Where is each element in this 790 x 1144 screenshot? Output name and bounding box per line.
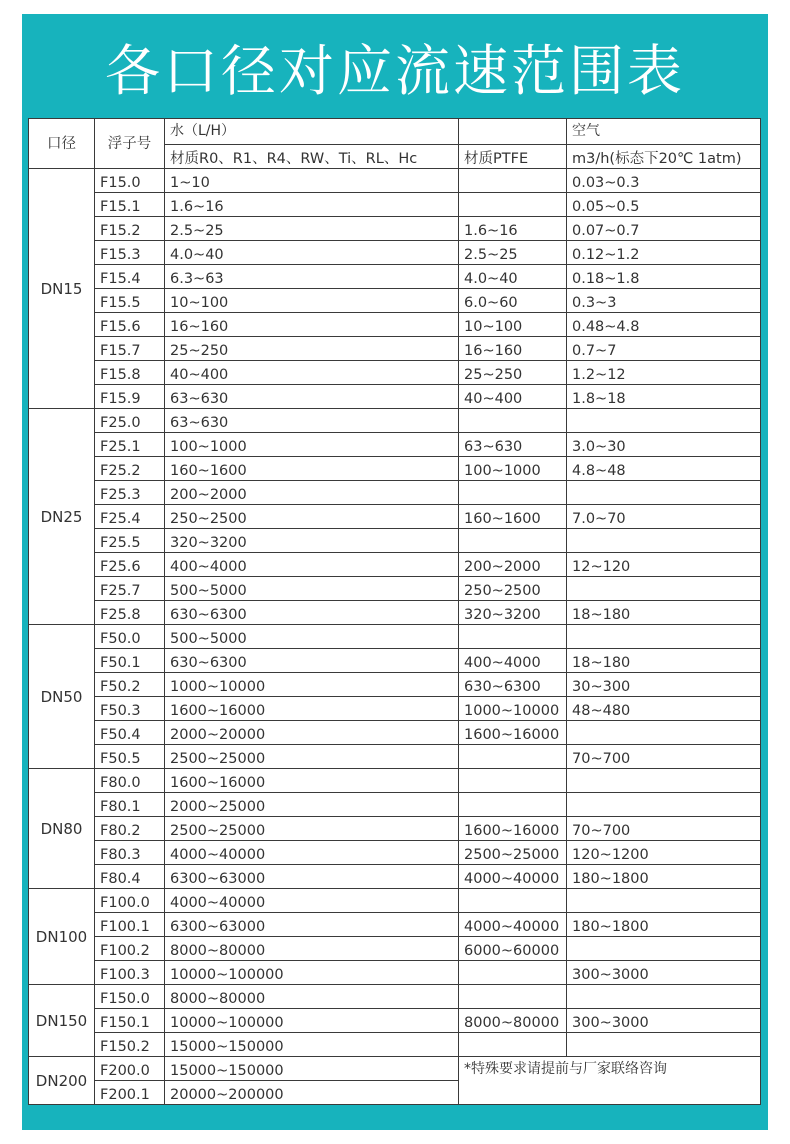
water-cell: 1000~10000 [165, 673, 459, 697]
water-cell: 20000~200000 [165, 1081, 459, 1105]
water-cell: 200~2000 [165, 481, 459, 505]
table-row [29, 1033, 761, 1057]
table-row [29, 265, 761, 289]
table-row [29, 217, 761, 241]
float-cell: F80.1 [95, 793, 165, 817]
float-cell: F100.2 [95, 937, 165, 961]
table-row [29, 649, 761, 673]
water-cell: 2500~25000 [165, 745, 459, 769]
air-cell: 18~180 [567, 649, 761, 673]
table-row [29, 481, 761, 505]
float-cell: F25.7 [95, 577, 165, 601]
air-cell [567, 1033, 761, 1057]
water-cell: 8000~80000 [165, 937, 459, 961]
water-cell: 10~100 [165, 289, 459, 313]
float-cell: F25.0 [95, 409, 165, 433]
table-row [29, 169, 761, 193]
float-cell: F80.2 [95, 817, 165, 841]
ptfe-cell [459, 793, 567, 817]
water-cell: 400~4000 [165, 553, 459, 577]
water-cell: 4.0~40 [165, 241, 459, 265]
air-cell [567, 721, 761, 745]
table-row [29, 1009, 761, 1033]
table-row [29, 601, 761, 625]
water-cell: 500~5000 [165, 577, 459, 601]
water-cell: 630~6300 [165, 601, 459, 625]
float-cell: F25.3 [95, 481, 165, 505]
air-cell: 300~3000 [567, 961, 761, 985]
ptfe-cell: 6000~60000 [459, 937, 567, 961]
ptfe-cell: 4000~40000 [459, 913, 567, 937]
water-cell: 2000~25000 [165, 793, 459, 817]
water-cell: 160~1600 [165, 457, 459, 481]
ptfe-cell: 63~630 [459, 433, 567, 457]
ptfe-cell [459, 769, 567, 793]
ptfe-cell: 40~400 [459, 385, 567, 409]
table-row [29, 433, 761, 457]
ptfe-cell: 10~100 [459, 313, 567, 337]
water-cell: 15000~150000 [165, 1033, 459, 1057]
header-air: 空气 [567, 119, 761, 145]
air-cell [567, 937, 761, 961]
air-cell: 300~3000 [567, 1009, 761, 1033]
water-cell: 320~3200 [165, 529, 459, 553]
air-cell [567, 625, 761, 649]
table-row [29, 529, 761, 553]
air-cell: 120~1200 [567, 841, 761, 865]
water-cell: 500~5000 [165, 625, 459, 649]
table-frame [22, 14, 768, 1130]
ptfe-cell: 2500~25000 [459, 841, 567, 865]
table-row [29, 769, 761, 793]
float-cell: F15.3 [95, 241, 165, 265]
ptfe-cell: 320~3200 [459, 601, 567, 625]
water-cell: 25~250 [165, 337, 459, 361]
float-cell: F150.2 [95, 1033, 165, 1057]
header-water: 水（L/H） [165, 119, 459, 145]
ptfe-cell [459, 889, 567, 913]
float-cell: F50.4 [95, 721, 165, 745]
float-cell: F100.3 [95, 961, 165, 985]
air-cell: 48~480 [567, 697, 761, 721]
float-cell: F15.5 [95, 289, 165, 313]
float-cell: F15.6 [95, 313, 165, 337]
float-cell: F100.1 [95, 913, 165, 937]
air-cell [567, 793, 761, 817]
water-cell: 4000~40000 [165, 841, 459, 865]
table-row [29, 889, 761, 913]
bore-cell: DN25 [29, 409, 95, 625]
water-cell: 630~6300 [165, 649, 459, 673]
ptfe-cell [459, 625, 567, 649]
ptfe-cell: 1600~16000 [459, 817, 567, 841]
float-cell: F15.9 [95, 385, 165, 409]
float-cell: F150.0 [95, 985, 165, 1009]
ptfe-cell [459, 409, 567, 433]
table-row [29, 457, 761, 481]
header-bore: 口径 [29, 119, 95, 169]
water-cell: 2500~25000 [165, 817, 459, 841]
header-float: 浮子号 [95, 119, 165, 169]
float-cell: F200.0 [95, 1057, 165, 1081]
air-cell: 180~1800 [567, 913, 761, 937]
float-cell: F15.0 [95, 169, 165, 193]
water-cell: 6.3~63 [165, 265, 459, 289]
air-cell: 70~700 [567, 817, 761, 841]
table-row [29, 289, 761, 313]
float-cell: F15.7 [95, 337, 165, 361]
table-row [29, 745, 761, 769]
water-cell: 100~1000 [165, 433, 459, 457]
float-cell: F150.1 [95, 1009, 165, 1033]
water-cell: 10000~100000 [165, 1009, 459, 1033]
float-cell: F50.5 [95, 745, 165, 769]
air-cell: 0.3~3 [567, 289, 761, 313]
air-cell: 0.07~0.7 [567, 217, 761, 241]
table-row [29, 913, 761, 937]
table-row [29, 313, 761, 337]
water-cell: 1600~16000 [165, 697, 459, 721]
air-cell: 0.03~0.3 [567, 169, 761, 193]
float-cell: F25.5 [95, 529, 165, 553]
float-cell: F100.0 [95, 889, 165, 913]
ptfe-cell: 400~4000 [459, 649, 567, 673]
water-cell: 4000~40000 [165, 889, 459, 913]
air-cell: 3.0~30 [567, 433, 761, 457]
bore-cell: DN80 [29, 769, 95, 889]
air-cell: 0.12~1.2 [567, 241, 761, 265]
float-cell: F15.8 [95, 361, 165, 385]
header-row [29, 119, 761, 145]
air-cell [567, 577, 761, 601]
page-title: 各口径对应流速范围表 [104, 38, 685, 103]
water-cell: 2000~20000 [165, 721, 459, 745]
float-cell: F50.0 [95, 625, 165, 649]
table-row [29, 721, 761, 745]
float-cell: F50.3 [95, 697, 165, 721]
ptfe-cell: 200~2000 [459, 553, 567, 577]
air-cell: 0.05~0.5 [567, 193, 761, 217]
ptfe-cell: 6.0~60 [459, 289, 567, 313]
ptfe-cell: 630~6300 [459, 673, 567, 697]
ptfe-cell [459, 529, 567, 553]
ptfe-cell: 2.5~25 [459, 241, 567, 265]
ptfe-cell: 1000~10000 [459, 697, 567, 721]
water-cell: 250~2500 [165, 505, 459, 529]
bore-cell: DN200 [29, 1057, 95, 1105]
float-cell: F80.4 [95, 865, 165, 889]
ptfe-cell [459, 961, 567, 985]
table-row [29, 865, 761, 889]
bore-cell: DN150 [29, 985, 95, 1057]
ptfe-cell: 1600~16000 [459, 721, 567, 745]
table-row [29, 505, 761, 529]
table-row [29, 673, 761, 697]
header-air-unit: m3/h(标态下20℃ 1atm) [567, 145, 761, 169]
air-cell: 18~180 [567, 601, 761, 625]
water-cell: 63~630 [165, 409, 459, 433]
water-cell: 40~400 [165, 361, 459, 385]
air-cell [567, 529, 761, 553]
flow-range-table [28, 118, 761, 1105]
table-row [29, 961, 761, 985]
ptfe-cell: 4.0~40 [459, 265, 567, 289]
table-row [29, 937, 761, 961]
ptfe-cell [459, 1033, 567, 1057]
float-cell: F25.6 [95, 553, 165, 577]
air-cell [567, 481, 761, 505]
water-cell: 1~10 [165, 169, 459, 193]
float-cell: F80.3 [95, 841, 165, 865]
water-cell: 8000~80000 [165, 985, 459, 1009]
table-row [29, 361, 761, 385]
header-ptfe-material: 材质PTFE [459, 145, 567, 169]
water-cell: 1.6~16 [165, 193, 459, 217]
float-cell: F15.1 [95, 193, 165, 217]
ptfe-cell: 4000~40000 [459, 865, 567, 889]
air-cell: 12~120 [567, 553, 761, 577]
water-cell: 2.5~25 [165, 217, 459, 241]
water-cell: 6300~63000 [165, 865, 459, 889]
air-cell [567, 409, 761, 433]
table-row [29, 985, 761, 1009]
air-cell: 4.8~48 [567, 457, 761, 481]
header-water-material: 材质R0、R1、R4、RW、Ti、RL、Hc [165, 145, 459, 169]
ptfe-cell [459, 169, 567, 193]
air-cell: 0.48~4.8 [567, 313, 761, 337]
ptfe-cell [459, 745, 567, 769]
float-cell: F25.1 [95, 433, 165, 457]
ptfe-cell: 100~1000 [459, 457, 567, 481]
float-cell: F25.8 [95, 601, 165, 625]
water-cell: 1600~16000 [165, 769, 459, 793]
air-cell [567, 769, 761, 793]
float-cell: F50.1 [95, 649, 165, 673]
ptfe-cell: 1.6~16 [459, 217, 567, 241]
float-cell: F200.1 [95, 1081, 165, 1105]
air-cell: 180~1800 [567, 865, 761, 889]
water-cell: 16~160 [165, 313, 459, 337]
water-cell: 63~630 [165, 385, 459, 409]
ptfe-cell: 250~2500 [459, 577, 567, 601]
water-cell: 6300~63000 [165, 913, 459, 937]
air-cell: 1.8~18 [567, 385, 761, 409]
table-row [29, 409, 761, 433]
table-row [29, 577, 761, 601]
air-cell: 7.0~70 [567, 505, 761, 529]
air-cell: 0.18~1.8 [567, 265, 761, 289]
table-row [29, 793, 761, 817]
table-row [29, 841, 761, 865]
ptfe-cell: 25~250 [459, 361, 567, 385]
float-cell: F80.0 [95, 769, 165, 793]
float-cell: F15.4 [95, 265, 165, 289]
table-row [29, 553, 761, 577]
air-cell: 70~700 [567, 745, 761, 769]
bore-cell: DN100 [29, 889, 95, 985]
table-row [29, 817, 761, 841]
air-cell [567, 889, 761, 913]
bore-cell: DN15 [29, 169, 95, 409]
ptfe-cell [459, 985, 567, 1009]
air-cell: 1.2~12 [567, 361, 761, 385]
ptfe-cell [459, 193, 567, 217]
water-cell: 10000~100000 [165, 961, 459, 985]
table-row [29, 697, 761, 721]
table-row [29, 1057, 761, 1081]
table-row [29, 337, 761, 361]
table-row [29, 193, 761, 217]
ptfe-cell: 8000~80000 [459, 1009, 567, 1033]
float-cell: F25.4 [95, 505, 165, 529]
special-note: *特殊要求请提前与厂家联络咨询 [459, 1057, 761, 1105]
ptfe-cell: 160~1600 [459, 505, 567, 529]
ptfe-cell: 16~160 [459, 337, 567, 361]
air-cell: 30~300 [567, 673, 761, 697]
air-cell [567, 985, 761, 1009]
ptfe-cell [459, 481, 567, 505]
table-row [29, 385, 761, 409]
float-cell: F15.2 [95, 217, 165, 241]
water-cell: 15000~150000 [165, 1057, 459, 1081]
table-row [29, 241, 761, 265]
float-cell: F50.2 [95, 673, 165, 697]
header-ptfe-blank [459, 119, 567, 145]
table-row [29, 625, 761, 649]
air-cell: 0.7~7 [567, 337, 761, 361]
bore-cell: DN50 [29, 625, 95, 769]
float-cell: F25.2 [95, 457, 165, 481]
